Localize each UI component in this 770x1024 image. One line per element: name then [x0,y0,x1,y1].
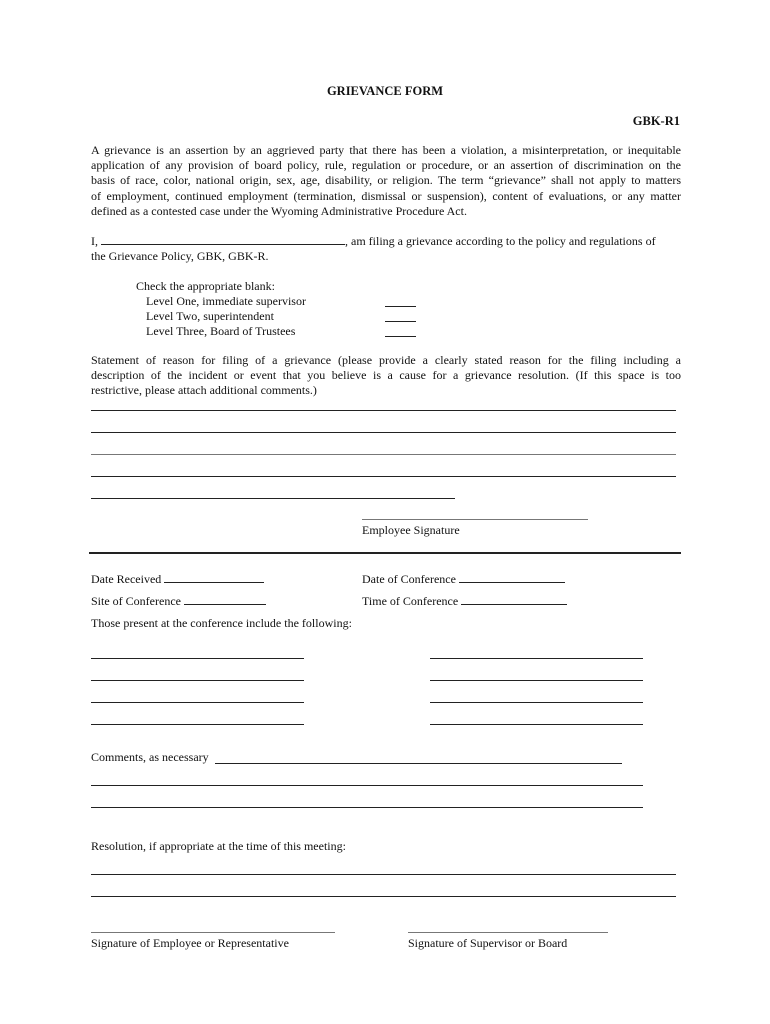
attendee-line[interactable] [91,724,304,725]
attendee-line[interactable] [430,658,643,659]
form-title: GRIEVANCE FORM [326,84,444,98]
attendee-line[interactable] [91,658,304,659]
time-of-conference-field[interactable] [461,594,567,605]
supervisor-board-signature-label: Signature of Supervisor or Board [408,936,568,950]
site-of-conference [91,594,266,609]
reason-line[interactable] [91,432,676,433]
level-three-blank[interactable] [385,336,416,337]
name-field[interactable] [101,234,345,245]
time-of-conference [362,594,567,609]
filing-line-2: the Grievance Policy, GBK, GBK-R. [91,249,269,263]
section-divider [89,552,681,554]
employee-rep-signature-line[interactable] [91,932,335,933]
resolution-label: Resolution, if appropriate at the time of this meeting: [91,839,346,853]
reason-line[interactable] [91,410,676,411]
reason-line[interactable] [91,476,676,477]
level-two-label: Level Two, superintendent [146,309,274,323]
date-of-conference-label: Date of Conference [362,572,456,586]
level-one-blank[interactable] [385,306,416,307]
site-of-conference-label: Site of Conference [91,594,181,608]
employee-rep-signature-label: Signature of Employee or Representative [91,936,289,950]
statement-line: restrictive, please attach additional comments.) [91,383,317,398]
resolution-line[interactable] [91,896,676,897]
check-heading: Check the appropriate blank: [136,279,275,293]
supervisor-board-signature-line[interactable] [408,932,608,933]
level-two-blank[interactable] [385,321,416,322]
level-three-label: Level Three, Board of Trustees [146,324,296,338]
intro-line: of employment, continued employment (termination, dismissal or suspension), content of evaluations, or any matter [91,188,681,203]
date-received-label: Date Received [91,572,162,586]
intro-line: basis of race, color, national origin, sex, age, disability, or religion. The term “grievance” shall not apply to matters [91,173,681,188]
comments-label: Comments, as necessary [91,750,209,764]
attendee-line[interactable] [430,702,643,703]
employee-signature-label: Employee Signature [362,523,460,537]
reason-line[interactable] [91,498,455,499]
comments-line[interactable] [91,785,643,786]
those-present-label: Those present at the conference include the following: [91,616,352,630]
attendee-line[interactable] [91,702,304,703]
date-of-conference-field[interactable] [459,572,565,583]
date-received-field[interactable] [164,572,264,583]
attendee-line[interactable] [430,680,643,681]
time-of-conference-label: Time of Conference [362,594,459,608]
date-of-conference [362,572,565,587]
attendee-line[interactable] [91,680,304,681]
comments-line[interactable] [215,763,622,764]
date-received [91,572,264,587]
attendee-line[interactable] [430,724,643,725]
statement-paragraph [91,353,681,399]
filing-statement [91,234,656,249]
intro-line: defined as a contested case under the Wyoming Administrative Procedure Act. [91,203,467,218]
filing-prefix: I, [91,234,98,248]
comments-line[interactable] [91,807,643,808]
intro-line: A grievance is an assertion by an aggrieved party that there has been a violation, a misinterpretation, or inequitable [91,143,681,157]
filing-suffix: , am filing a grievance according to the policy and regulations of [345,234,656,248]
intro-paragraph [91,143,681,219]
level-one-label: Level One, immediate supervisor [146,294,306,308]
statement-line: Statement of reason for filing of a grievance (please provide a clearly stated reason for the filing including a [91,353,681,367]
site-of-conference-field[interactable] [184,594,266,605]
resolution-line[interactable] [91,874,676,875]
form-code: GBK-R1 [632,114,680,128]
reason-line[interactable] [91,454,676,455]
intro-line: application of any provision of board policy, rule, regulation or procedure, or an assertion of discrimination on the [91,158,681,173]
statement-line: description of the incident or event that you believe is a cause for a grievance resolution. (If this space is too [91,368,681,383]
employee-signature-line[interactable] [362,519,588,520]
